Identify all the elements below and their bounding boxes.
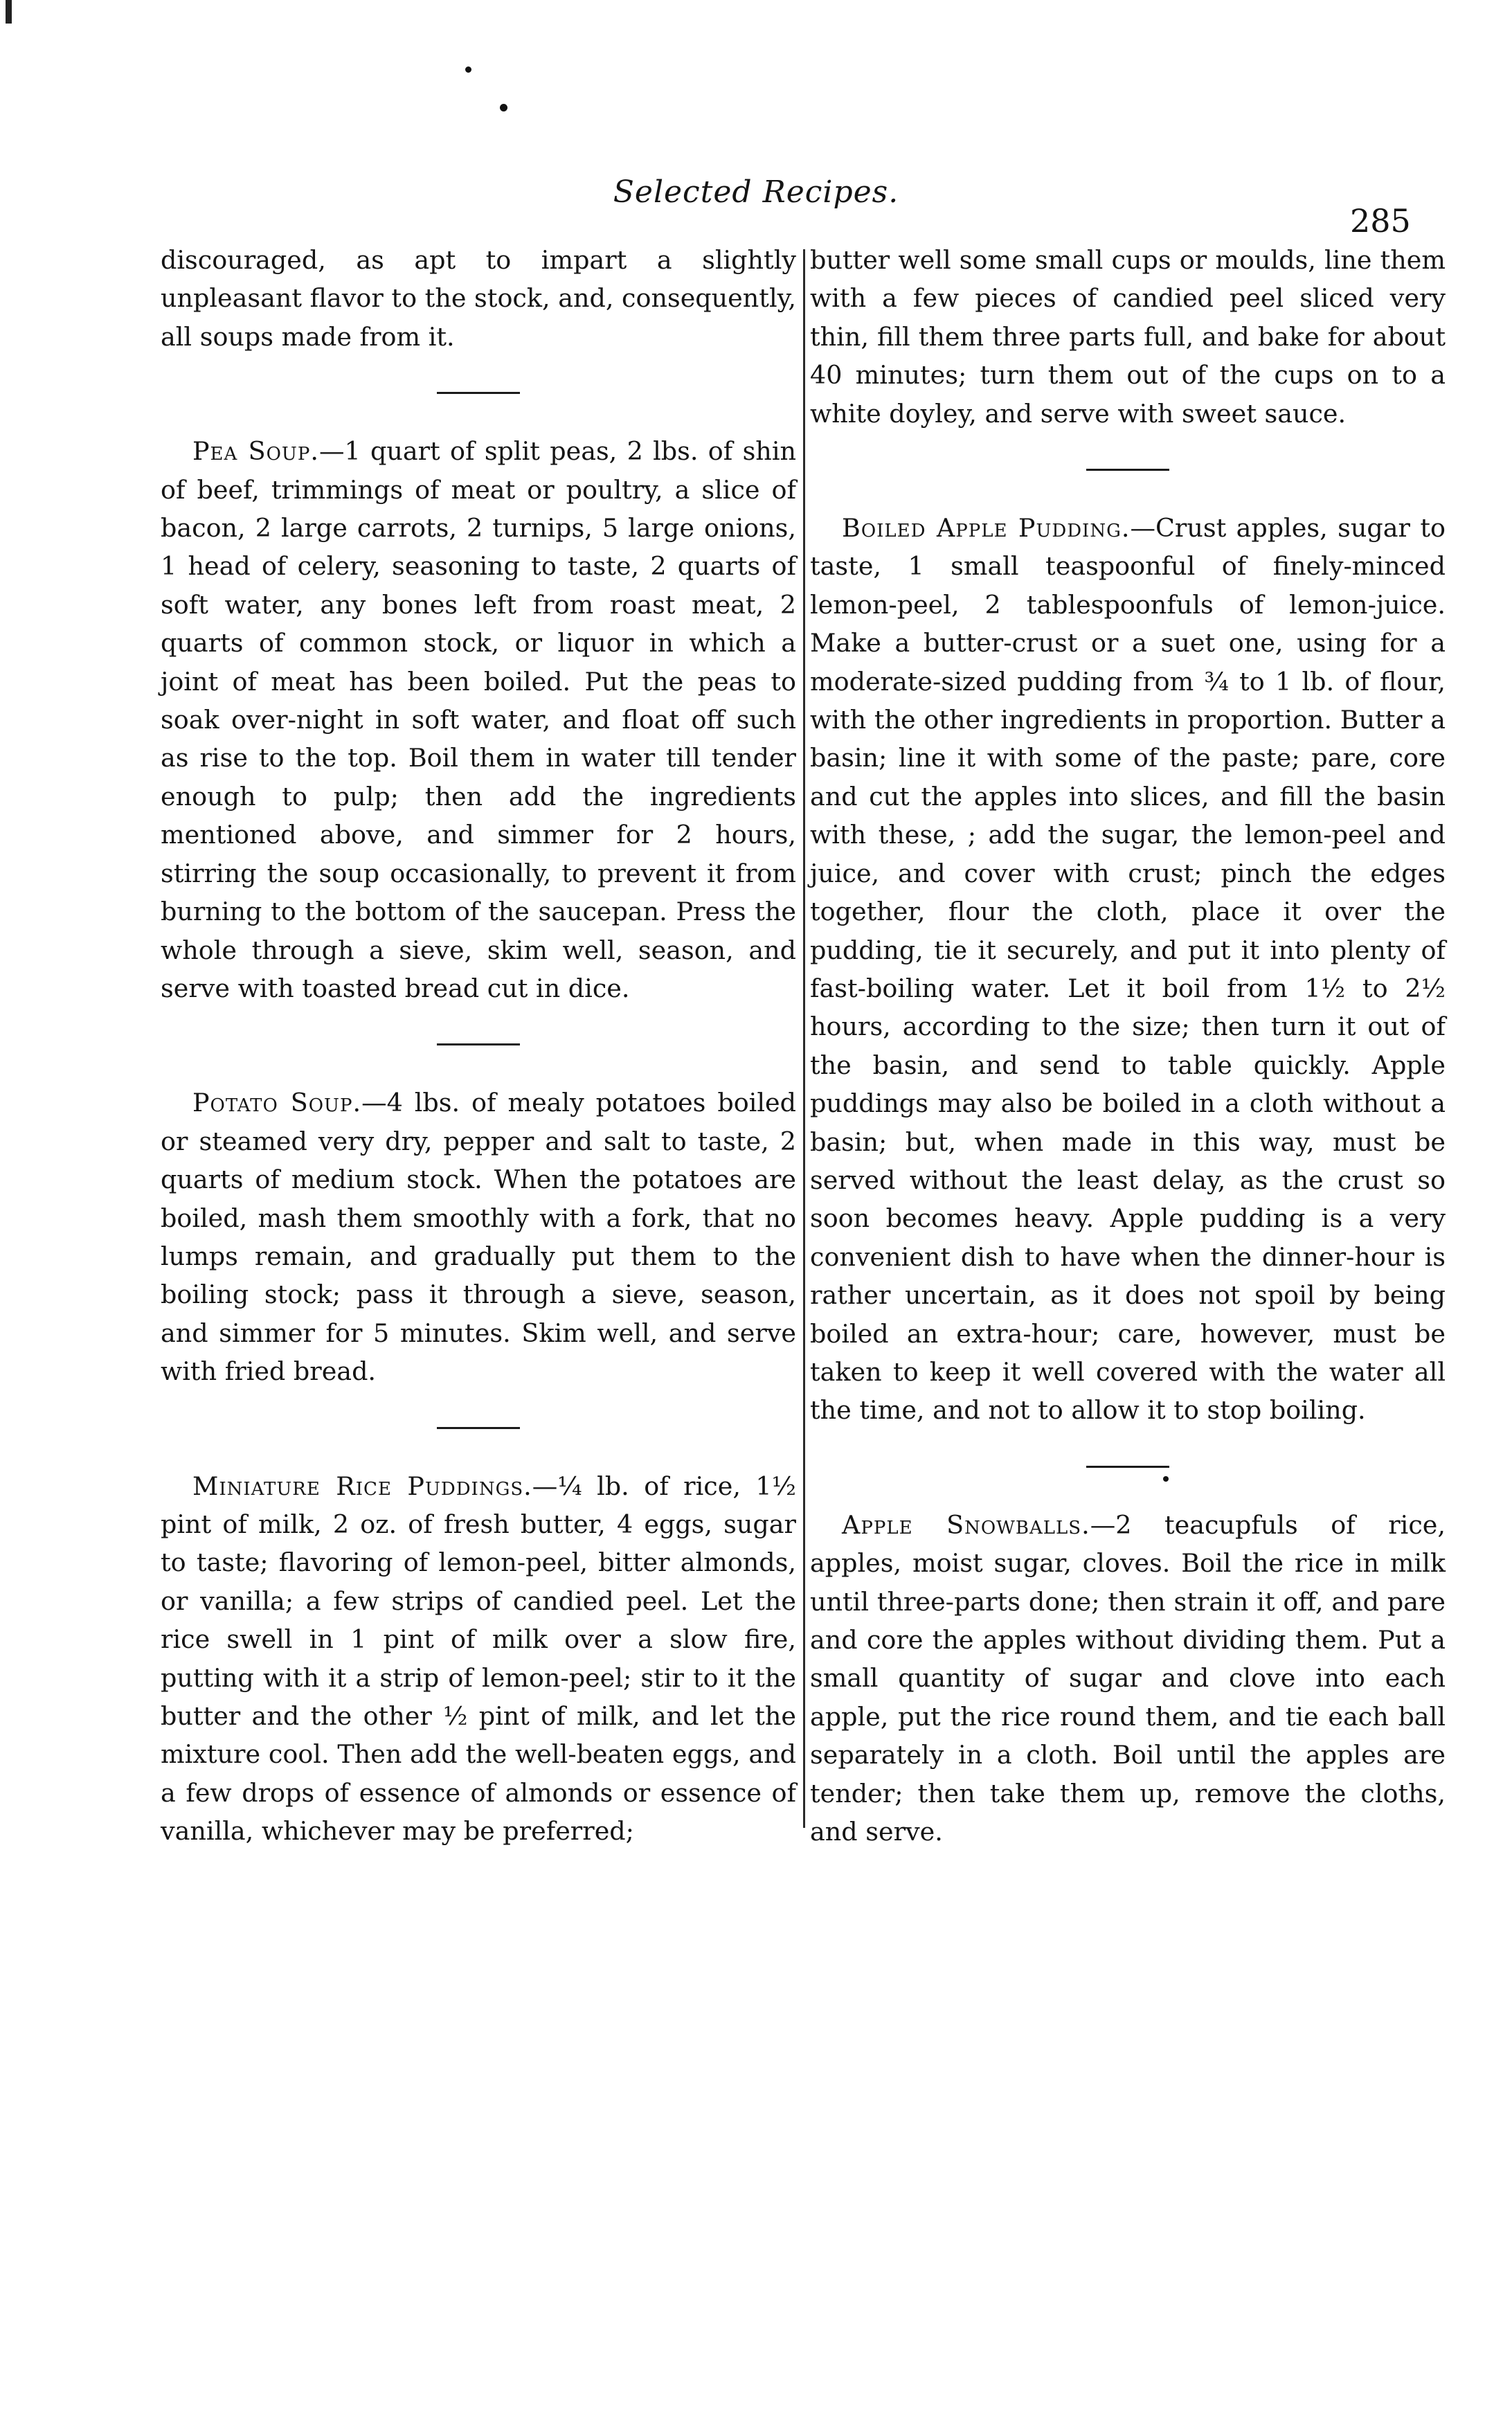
- section-rule: [1086, 469, 1169, 471]
- recipe-potato-soup: [161, 1084, 796, 1390]
- section-rule: [1086, 1466, 1169, 1468]
- paragraph-text: butter well some small cups or moulds, line them with a few pieces of candied peel sliced very thin, fill them three parts full, and bake for about 40 minutes; turn them out of the cups on to a white doyley, and serve with sweet sauce.: [810, 245, 1446, 429]
- recipe-apple-snowballs: [810, 1506, 1446, 1851]
- recipe-paragraph: [810, 1506, 1446, 1851]
- recipe-text: —2 teacupfuls of rice, apples, moist sugar, cloves. Boil the rice in milk until three-parts done; then strain it off, and pare and core the apples without dividing them. Put a small quantity of sugar and clove into each apple, put the rice round them, and tie each ball separately in a cloth. Boil until the apples are tender; then take them up, remove the cloths, and serve.: [810, 1509, 1446, 1847]
- recipe-text: —¼ lb. of rice, 1½ pint of milk, 2 oz. of fresh butter, 4 eggs, sugar to taste; flavoring of lemon-peel, bitter almonds, or vanilla; a few strips of candied peel. Let the rice swell in 1 pint of milk over a slow fire, putting with it a strip of lemon-peel; stir to it the butter and the other ½ pint of milk, and let the mixture cool. Then add the well-beaten eggs, and a few drops of essence of almonds or essence of vanilla, whichever may be preferred;: [161, 1471, 797, 1847]
- recipe-text: —Crust apples, sugar to taste, 1 small teaspoonful of finely-minced lemon-peel, 2 tablespoonfuls of lemon-juice. Make a butter-crust or a suet one, using for a moderate-sized pudding from ¾ to 1 lb. of flour, with the other ingredients in proportion. Butter a basin; line it with some of the paste; pare, core and cut the apples into slices, and fill the basin with these, ; add the sugar, the lemon-peel and juice, and cover with crust; pinch the edges together, flour the cloth, place it over the pudding, tie it securely, and put it into plenty of fast-boiling water. Let it boil from 1½ to 2½ hours, according to the size; then turn it out of the basin, and send to table quickly. Apple puddings may also be boiled in a cloth without a basin; but, when made in this way, must be served without the least delay, as the crust so soon becomes heavy. Apple pudding is a very convenient dish to have when the dinner-hour is rather uncertain, as it does not spoil by being boiled an extra-hour; care, however, must be taken to keep it well covered with the water all the time, and not to allow it to stop boiling.: [810, 513, 1446, 1426]
- recipe-title: Boiled Apple Pudding.: [842, 513, 1131, 544]
- paragraph-text: discouraged, as apt to impart a slightly unpleasant flavor to the stock, and, consequently, all soups made from it.: [161, 245, 796, 352]
- recipe-paragraph: [161, 1084, 796, 1390]
- recipe-title: Apple Snowballs.: [842, 1509, 1090, 1540]
- left-column: [161, 241, 796, 1851]
- page-number: 285: [1350, 202, 1411, 240]
- section-rule: [437, 1043, 520, 1045]
- continued-paragraph: [810, 241, 1446, 433]
- recipe-pea-soup: [161, 432, 796, 1007]
- section-rule: [437, 392, 520, 394]
- section-rule: [437, 1427, 520, 1429]
- recipe-title: Potato Soup.: [192, 1088, 362, 1118]
- recipe-miniature-rice-puddings: [161, 1467, 796, 1851]
- continued-paragraph: [161, 241, 796, 356]
- recipe-title: Miniature Rice Puddings.: [192, 1471, 532, 1501]
- recipe-boiled-apple-pudding: [810, 509, 1446, 1430]
- recipe-text: —4 lbs. of mealy potatoes boiled or steamed very dry, pepper and salt to taste, 2 quarts of medium stock. When the potatoes are boiled, mash them smoothly with a fork, that no lumps remain, and gradually put them to the boiling stock; pass it through a sieve, season, and simmer for 5 minutes. Skim well, and serve with fried bread.: [161, 1088, 796, 1387]
- recipe-paragraph: [810, 509, 1446, 1430]
- column-divider: [803, 249, 805, 1828]
- recipe-title: Pea Soup.: [192, 436, 319, 467]
- right-column: [810, 241, 1446, 1851]
- page-edge-mark: [6, 0, 12, 24]
- ink-speck: [465, 66, 471, 73]
- recipe-paragraph: [161, 1467, 796, 1851]
- ink-speck: [500, 104, 507, 111]
- recipe-paragraph: [161, 432, 796, 1007]
- running-title: Selected Recipes.: [613, 174, 899, 210]
- recipe-text: —1 quart of split peas, 2 lbs. of shin of beef, trimmings of meat or poultry, a slice of bacon, 2 large carrots, 2 turnips, 5 large onions, 1 head of celery, seasoning to taste, 2 quarts of soft water, any bones left from roast meat, 2 quarts of common stock, or liquor in which a joint of meat has been boiled. Put the peas to soak over-night in soft water, and float off such as rise to the top. Boil them in water till tender enough to pulp; then add the ingredients mentioned above, and simmer for 2 hours, stirring the soup occasionally, to prevent it from burning to the bottom of the saucepan. Press the whole through a sieve, skim well, season, and serve with toasted bread cut in dice.: [161, 436, 796, 1003]
